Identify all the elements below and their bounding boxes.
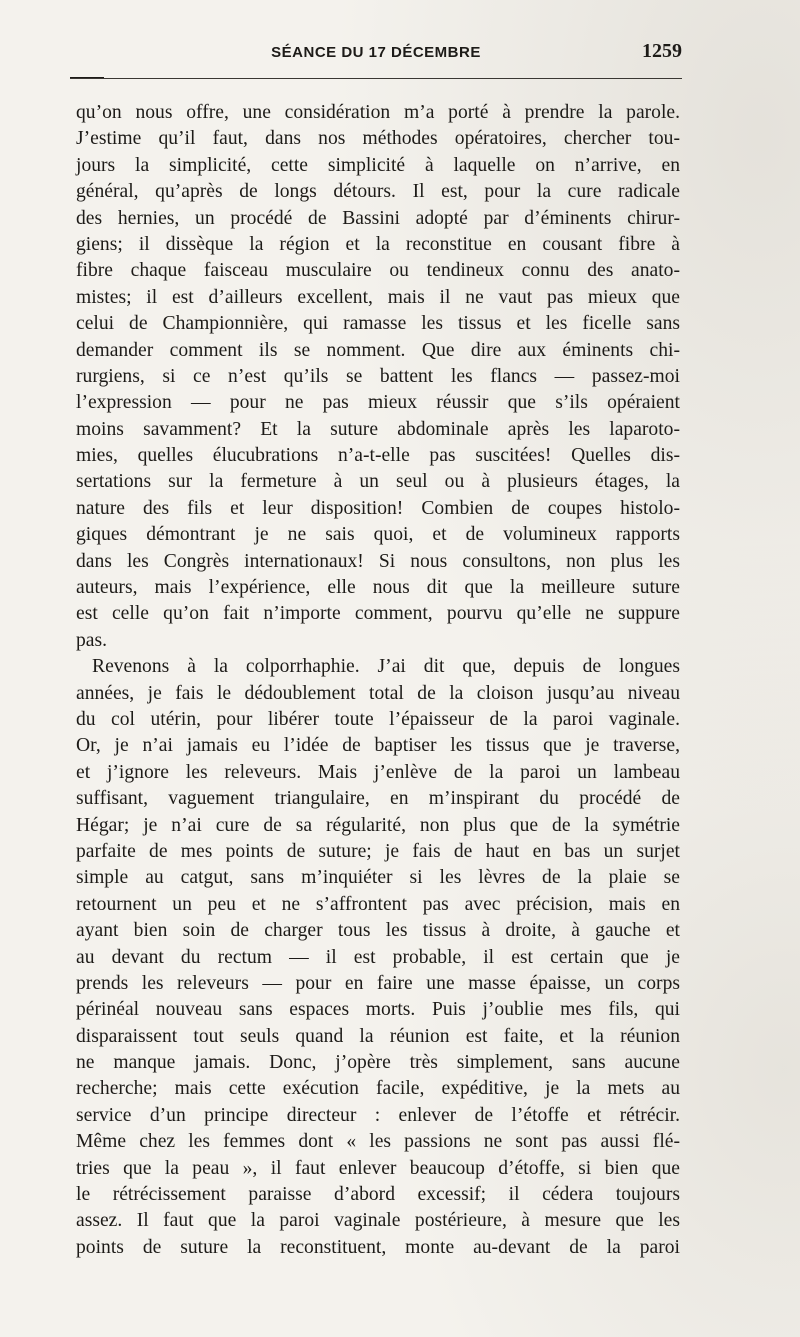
text-line: Même chez les femmes dont « les passions ne sont pas aussi flé- xyxy=(76,1131,680,1153)
text-line: suffisant, vaguement triangulaire, en m’inspirant du procédé de xyxy=(76,788,680,810)
text-line: moins savamment? Et la suture abdominale après les laparoto- xyxy=(76,418,680,440)
text-line: recherche; mais cette exécution facile, expéditive, je la mets au xyxy=(76,1078,680,1100)
text-line: périnéal nouveau sans espaces morts. Puis j’oublie mes fils, qui xyxy=(76,999,680,1021)
text-line: service d’un principe directeur : enlever de l’étoffe et rétrécir. xyxy=(76,1104,680,1126)
page-number: 1259 xyxy=(642,40,682,62)
text-line: Hégar; je n’ai cure de sa régularité, non plus que de la symétrie xyxy=(76,814,680,836)
text-line: prends les releveurs — pour en faire une masse épaisse, un corps xyxy=(76,972,680,994)
text-line: mies, quelles élucubrations n’a-t-elle pas suscitées! Quelles dis- xyxy=(76,445,680,467)
text-line: dans les Congrès internationaux! Si nous consultons, non plus les xyxy=(76,550,680,572)
text-line: est celle qu’on fait n’importe comment, pourvu qu’elle ne suppure xyxy=(76,603,680,625)
text-line: du col utérin, pour libérer toute l’épaisseur de la paroi vaginale. xyxy=(76,708,680,730)
text-line: rurgiens, si ce n’est qu’ils se battent les flancs — passez-moi xyxy=(76,365,680,387)
text-line: simple au catgut, sans m’inquiéter si les lèvres de la plaie se xyxy=(76,867,680,889)
text-line: l’expression — pour ne pas mieux réussir que s’ils opéraient xyxy=(76,392,680,414)
text-line: le rétrécissement paraisse d’abord excessif; il cédera toujours xyxy=(76,1184,680,1206)
text-line: pas. xyxy=(76,629,108,651)
text-line: sertations sur la fermeture à un seul ou à plusieurs étages, la xyxy=(76,471,680,493)
text-line: ayant bien soin de charger tous les tissus à droite, à gauche et xyxy=(76,920,680,942)
text-line: des hernies, un procédé de Bassini adopté par d’éminents chirur- xyxy=(76,207,680,229)
text-line: mistes; il est d’ailleurs excellent, mais il ne vaut pas mieux que xyxy=(76,286,680,308)
text-line: Revenons à la colporrhaphie. J’ai dit que, depuis de longues xyxy=(92,656,680,678)
text-line: points de suture la reconstituent, monte au-devant de la paroi xyxy=(76,1236,680,1258)
running-title: SÉANCE DU 17 DÉCEMBRE xyxy=(271,44,481,61)
text-line: celui de Championnière, qui ramasse les tissus et les ficelle sans xyxy=(76,313,680,335)
text-line: retournent un peu et ne s’affrontent pas avec précision, mais en xyxy=(76,893,680,915)
text-line: J’estime qu’il faut, dans nos méthodes opératoires, chercher tou- xyxy=(76,128,680,150)
text-line: auteurs, mais l’expérience, elle nous dit que la meilleure suture xyxy=(76,577,680,599)
text-line: ne manque jamais. Donc, j’opère très simplement, sans aucune xyxy=(76,1052,680,1074)
text-line: général, qu’après de longs détours. Il est, pour la cure radicale xyxy=(76,181,680,203)
text-line: au devant du rectum — il est probable, il est certain que je xyxy=(76,946,680,968)
text-line: qu’on nous offre, une considération m’a porté à prendre la parole. xyxy=(76,102,680,123)
body-text xyxy=(76,100,680,1261)
paragraph-1 xyxy=(76,100,680,654)
text-line: giques démontrant je ne sais quoi, et de volumineux rapports xyxy=(76,524,680,546)
header-rule xyxy=(70,78,682,79)
text-line: nature des fils et leur disposition! Combien de coupes histolo- xyxy=(76,497,680,519)
text-line: Or, je n’ai jamais eu l’idée de baptiser les tissus que je traverse, xyxy=(76,735,680,757)
text-line: et j’ignore les releveurs. Mais j’enlève de la paroi un lambeau xyxy=(76,761,680,783)
text-line: tries que la peau », il faut enlever beaucoup d’étoffe, si bien que xyxy=(76,1157,680,1179)
paragraph-2 xyxy=(76,654,680,1261)
text-line: assez. Il faut que la paroi vaginale postérieure, à mesure que les xyxy=(76,1210,680,1232)
text-line: années, je fais le dédoublement total de la cloison jusqu’au niveau xyxy=(76,682,680,704)
text-line: giens; il dissèque la région et la reconstitue en cousant fibre à xyxy=(76,233,680,255)
text-line: disparaissent tout seuls quand la réunion est faite, et la réunion xyxy=(76,1025,680,1047)
text-line: jours la simplicité, cette simplicité à laquelle on n’arrive, en xyxy=(76,154,680,176)
text-line: demander comment ils se nomment. Que dire aux éminents chi- xyxy=(76,339,680,361)
running-head xyxy=(70,38,682,72)
text-line: parfaite de mes points de suture; je fais de haut en bas un surjet xyxy=(76,840,680,862)
text-line: fibre chaque faisceau musculaire ou tendineux connu des anato- xyxy=(76,260,680,282)
